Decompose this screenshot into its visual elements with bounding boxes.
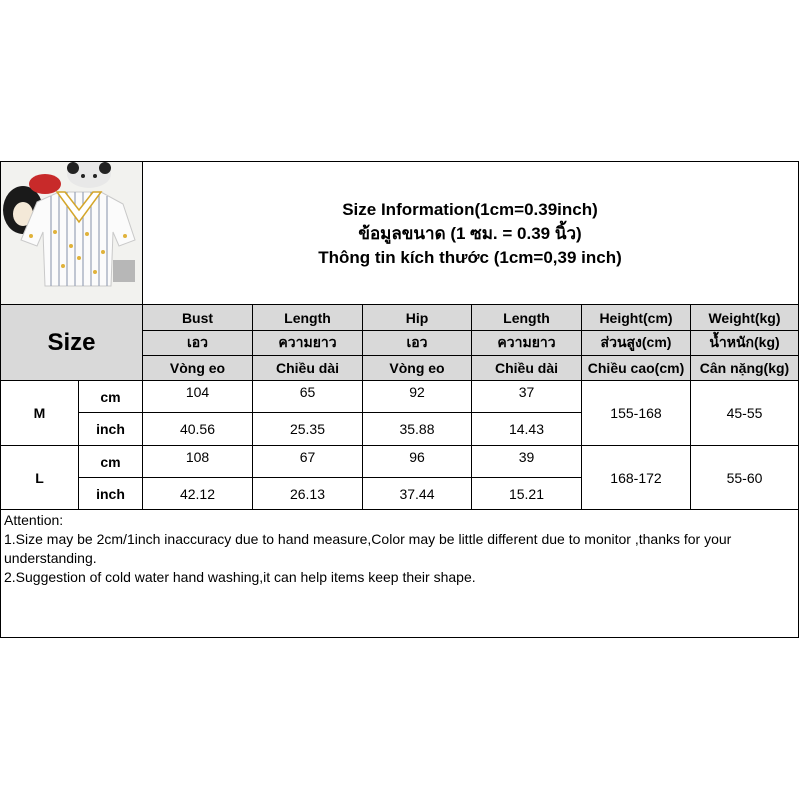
table-cell: 37	[518, 384, 535, 400]
attention-title: Attention:	[4, 512, 64, 528]
unit-label-cm: cm	[100, 453, 121, 470]
column-header-hip: Hip	[405, 309, 429, 326]
column-header-weight-thai: น้ำหนัก(kg)	[709, 334, 780, 350]
table-cell: 26.13	[289, 485, 326, 502]
column-header-bust-thai: เอว	[186, 334, 209, 350]
column-header-weight: Weight(kg)	[708, 309, 781, 326]
attention-note-1: 1.Size may be 2cm/1inch inaccuracy due to hand measure,Color may be little different due to monitor ,thanks for your understanding.	[4, 531, 732, 566]
column-header-bust: Bust	[181, 309, 214, 326]
grid-line	[1, 509, 798, 510]
column-header-bust-vietnamese: Vòng eo	[169, 360, 226, 376]
table-cell-weight: 55-60	[726, 469, 763, 486]
table-cell-weight: 45-55	[726, 405, 763, 421]
product-photo	[1, 162, 143, 305]
column-header-weight-vietnamese: Cân nặng(kg)	[699, 360, 790, 376]
unit-label-inch: inch	[96, 421, 125, 437]
column-header-hip-thai: เอว	[406, 334, 428, 350]
table-cell: 104	[185, 384, 210, 400]
unit-label-cm: cm	[100, 388, 121, 405]
size-label: Size	[47, 329, 96, 356]
table-cell: 39	[518, 449, 535, 465]
size-m-label: M	[33, 405, 46, 421]
pajama-illustration	[1, 162, 142, 305]
size-chart	[0, 161, 799, 638]
attention-note-2: 2.Suggestion of cold water hand washing,it can help items keep their shape.	[4, 569, 476, 585]
column-header-length-thai: ความยาว	[497, 334, 556, 350]
unit-label-inch: inch	[96, 485, 125, 502]
column-header-hip-vietnamese: Vòng eo	[389, 360, 445, 376]
table-cell-height: 155-168	[610, 405, 662, 421]
column-header-height-vietnamese: Chiều cao(cm)	[587, 360, 685, 376]
table-cell: 37.44	[399, 485, 435, 502]
table-cell: 67	[299, 449, 316, 465]
column-header-length-thai: ความยาว	[278, 334, 337, 350]
table-cell: 65	[299, 384, 316, 400]
table-cell: 40.56	[179, 421, 216, 437]
table-cell: 92	[409, 384, 425, 400]
heading-english: Size Information(1cm=0.39inch)	[342, 199, 598, 219]
table-cell: 42.12	[179, 485, 216, 502]
heading-vietnamese: Thông tin kích thước (1cm=0,39 inch)	[318, 247, 622, 267]
table-cell: 15.21	[508, 485, 545, 502]
size-l-label: L	[35, 469, 44, 486]
column-header-length-vietnamese: Chiều dài	[275, 360, 339, 376]
column-header-length: Length	[284, 309, 331, 326]
column-header-length-vietnamese: Chiều dài	[494, 360, 558, 376]
table-cell-height: 168-172	[610, 469, 662, 486]
table-cell: 25.35	[289, 421, 326, 437]
table-cell: 96	[409, 449, 425, 465]
table-cell: 108	[185, 449, 210, 465]
heading-thai: ข้อมูลขนาด (1 ซม. = 0.39 นิ้ว)	[358, 223, 582, 243]
table-cell: 14.43	[508, 421, 545, 437]
column-header-height: Height(cm)	[599, 309, 673, 326]
column-header-length: Length	[503, 309, 550, 326]
table-cell: 35.88	[399, 421, 435, 437]
size-information-heading	[142, 162, 798, 305]
column-header-height-thai: ส่วนสูง(cm)	[600, 334, 672, 350]
attention-notes	[4, 511, 790, 587]
